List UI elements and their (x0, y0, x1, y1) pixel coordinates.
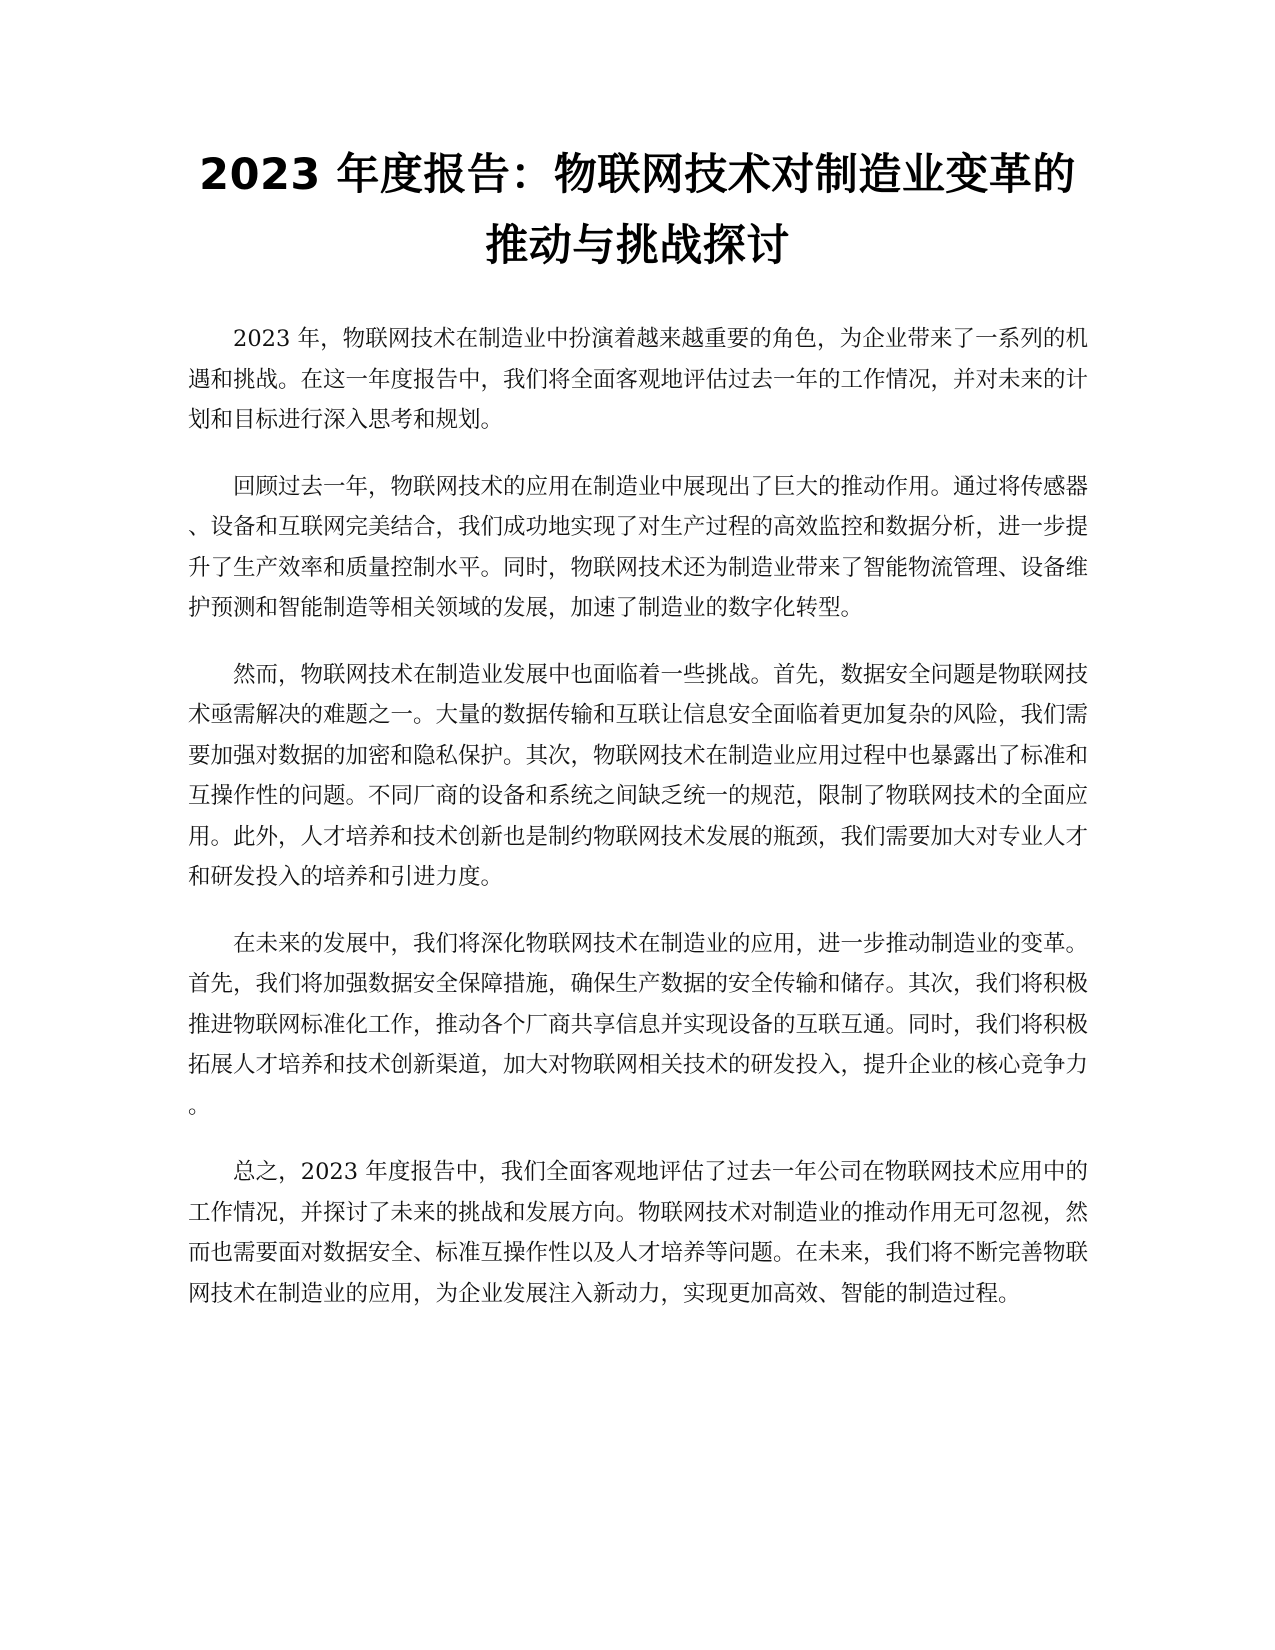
title-line-2: 推动与挑战探讨 (485, 221, 790, 271)
page-title (185, 140, 1090, 282)
paragraph-challenges: 然而，物联网技术在制造业发展中也面临着一些挑战。首先，数据安全问题是物联网技术亟需解决的难题之一。大量的数据传输和互联让信息安全面临着更加复杂的风险，我们需要加强对数据的加密和隐私保护。其次，物联网技术在制造业应用过程中也暴露出了标准和互操作性的问题。不同厂商的设备和系统之间缺乏统一的规范，限制了物联网技术的全面应用。此外，人才培养和技术创新也是制约物联网技术发展的瓶颈，我们需要加大对专业人才和研发投入的培养和引进力度。 (188, 661, 1089, 890)
paragraph-future: 在未来的发展中，我们将深化物联网技术在制造业的应用，进一步推动制造业的变革。首先，我们将加强数据安全保障措施，确保生产数据的安全传输和储存。其次，我们将积极推进物联网标准化工作，推动各个厂商共享信息并实现设备的互联互通。同时，我们将积极拓展人才培养和技术创新渠道，加大对物联网相关技术的研发投入，提升企业的核心竞争力。 (188, 930, 1089, 1119)
document-body (188, 319, 1088, 1340)
paragraph-intro: 2023 年，物联网技术在制造业中扮演着越来越重要的角色，为企业带来了一系列的机遇和挑战。在这一年度报告中，我们将全面客观地评估过去一年的工作情况，并对未来的计划和目标进行深入思考和规划。 (188, 326, 1089, 433)
title-line-1: 2023 年度报告：物联网技术对制造业变革的 (199, 150, 1076, 200)
paragraph-conclusion: 总之，2023 年度报告中，我们全面客观地评估了过去一年公司在物联网技术应用中的工作情况，并探讨了未来的挑战和发展方向。物联网技术对制造业的推动作用无可忽视，然而也需要面对数据安全、标准互操作性以及人才培养等问题。在未来，我们将不断完善物联网技术在制造业的应用，为企业发展注入新动力，实现更加高效、智能的制造过程。 (188, 1159, 1089, 1307)
paragraph-review: 回顾过去一年，物联网技术的应用在制造业中展现出了巨大的推动作用。通过将传感器、设备和互联网完美结合，我们成功地实现了对生产过程的高效监控和数据分析，进一步提升了生产效率和质量控制水平。同时，物联网技术还为制造业带来了智能物流管理、设备维护预测和智能制造等相关领域的发展，加速了制造业的数字化转型。 (188, 473, 1089, 621)
